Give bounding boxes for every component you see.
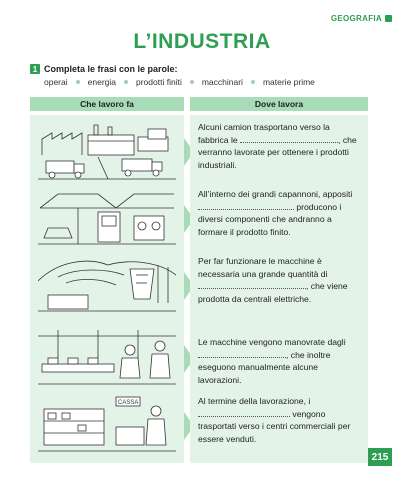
exercise-row-4: [30, 322, 368, 396]
power-plant-dam-illustration-icon: [38, 255, 176, 317]
illustration-box: [30, 249, 184, 323]
sentence-text-before: Le macchine vengono manovrate dagli: [198, 337, 346, 347]
word-bank-item: materie prime: [262, 77, 315, 87]
bullet-icon: [190, 80, 194, 84]
exercise-row-1: [30, 115, 368, 189]
answer-blank[interactable]: [240, 134, 338, 143]
word-bank-item: energia: [87, 77, 116, 87]
shop-sign-text: CASSA: [118, 400, 139, 406]
page-number: 215: [368, 448, 392, 466]
illustration-box: [30, 115, 184, 189]
exercise-row-3: [30, 249, 368, 323]
sentence-text-after: , che verranno lavorate per ottenere i prodotti industriali.: [198, 134, 357, 170]
sentence-box: [190, 115, 368, 189]
sentence-text-after: vengono trasportati verso i centri commerciali per essere venduti.: [198, 408, 351, 444]
sentence-box: [190, 389, 368, 463]
column-header-left: Che lavoro fa: [30, 97, 184, 111]
sentence-text-before: Per far funzionare le macchine è necessaria una grande quantità di: [198, 256, 328, 279]
factory-interior-illustration-icon: [38, 188, 176, 250]
exercise-number: 1: [30, 64, 40, 74]
sentence-box: [190, 249, 368, 323]
word-bank-item: prodotti finiti: [136, 77, 182, 87]
word-bank-item: macchinari: [201, 77, 243, 87]
illustration-box: [30, 182, 184, 256]
column-header-right: Dove lavora: [190, 97, 368, 111]
exercise-row-2: [30, 182, 368, 256]
bullet-icon: [124, 80, 128, 84]
sentence-text-after: producono i diversi componenti che andranno a formare il prodotto finito.: [198, 201, 342, 237]
answer-blank[interactable]: [198, 349, 286, 358]
answer-blank[interactable]: [198, 408, 290, 417]
assembly-line-workers-illustration-icon: [38, 328, 176, 390]
sentence-box: [190, 182, 368, 256]
sentence-text-before: Alcuni camion trasportano verso la fabbrica le: [198, 122, 330, 145]
sentence-text-after: , che viene prodotta da centrali elettriche.: [198, 281, 348, 304]
subject-label: [331, 14, 392, 23]
sentence-box: [190, 322, 368, 396]
instruction-text: Completa le frasi con le parole:: [44, 64, 178, 74]
bullet-icon: [251, 80, 255, 84]
answer-blank[interactable]: [198, 201, 294, 210]
exercise-row-5: [30, 389, 368, 463]
illustration-box: [30, 389, 184, 463]
answer-blank[interactable]: [198, 280, 306, 289]
shop-checkout-illustration-icon: [38, 395, 176, 457]
illustration-box: [30, 322, 184, 396]
page-title: L’INDUSTRIA: [133, 30, 271, 53]
subject-square-icon: [385, 15, 392, 22]
factory-trucks-illustration-icon: [38, 121, 176, 183]
sentence-text-after: , che inoltre eseguono manualmente alcune lavorazioni.: [198, 349, 331, 385]
subject-text: GEOGRAFIA: [330, 14, 382, 23]
word-bank: [44, 77, 315, 87]
bullet-icon: [76, 80, 80, 84]
sentence-text-before: Al termine della lavorazione, i: [198, 396, 311, 406]
sentence-text-before: All’interno dei grandi capannoni, appositi: [198, 189, 353, 199]
exercise-instruction: [30, 64, 178, 74]
word-bank-item: operai: [44, 77, 68, 87]
